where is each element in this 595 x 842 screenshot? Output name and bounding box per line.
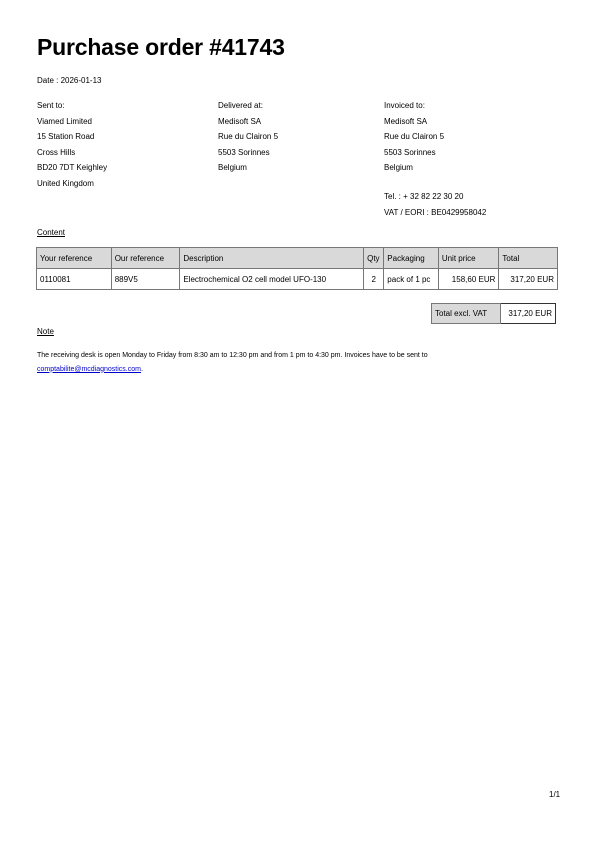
total-cell: 317,20 EUR: [499, 269, 558, 290]
order-date: Date : 2026-01-13: [37, 76, 102, 85]
note-suffix: .: [140, 365, 143, 373]
column-header: Our reference: [111, 248, 180, 269]
address-line: Medisoft SA: [384, 116, 428, 126]
table-header-row: [37, 248, 558, 269]
telephone: Tel. : + 32 82 22 30 20: [384, 192, 464, 201]
invoice-email-link[interactable]: comptabilite@mcdiagnostics.com: [37, 365, 141, 373]
sent-to-address: [37, 98, 107, 191]
table-row: [37, 269, 558, 290]
column-header: Qty: [364, 248, 384, 269]
sent-to-heading: Sent to:: [37, 101, 65, 110]
address-line: Belgium: [218, 163, 247, 172]
invoiced-to-heading: Invoiced to:: [384, 101, 425, 110]
page-title: Purchase order #41743: [37, 34, 285, 60]
address-line: Belgium: [384, 163, 413, 172]
address-line: 5503 Sorinnes: [218, 147, 270, 157]
totals-row: [432, 304, 556, 324]
address-line: Rue du Clairon 5: [218, 132, 279, 141]
address-line: Rue du Clairon 5: [384, 132, 445, 141]
our-reference-cell: 889V5: [111, 269, 180, 290]
total-excl-vat-value: 317,20 EUR: [501, 304, 556, 324]
column-header: Your reference: [37, 248, 112, 269]
column-header: Packaging: [384, 248, 439, 269]
address-line: Medisoft SA: [218, 116, 262, 126]
description-cell: Electrochemical O2 cell model UFO-130: [180, 269, 364, 290]
column-header: Description: [180, 248, 364, 269]
page-number: 1/1: [549, 790, 561, 799]
vat-eori: VAT / EORI : BE0429958042: [384, 207, 487, 217]
contact-info: [384, 189, 486, 220]
address-line: 5503 Sorinnes: [384, 147, 436, 157]
unit-price-cell: 158,60 EUR: [438, 269, 499, 290]
column-header: Unit price: [438, 248, 499, 269]
column-header: Total: [499, 248, 558, 269]
note-text: [37, 349, 537, 376]
note-body: The receiving desk is open Monday to Friday from 8:30 am to 12:30 pm and from 1 pm to 4:30 pm. Invoices have to be sent to: [37, 352, 428, 359]
address-line: BD20 7DT Keighley: [37, 163, 108, 172]
total-excl-vat-label: Total excl. VAT: [432, 304, 501, 324]
address-line: Cross Hills: [37, 147, 76, 157]
delivered-at-address: [218, 98, 278, 176]
qty-cell: 2: [364, 269, 384, 290]
content-heading: Content: [37, 228, 66, 237]
items-table: [36, 247, 558, 290]
packaging-cell: pack of 1 pc: [384, 269, 439, 290]
address-line: 15 Station Road: [37, 132, 95, 141]
delivered-at-heading: Delivered at:: [218, 101, 263, 110]
address-line: United Kingdom: [37, 178, 94, 188]
totals-table: [431, 303, 556, 324]
invoiced-to-address: [384, 98, 444, 176]
address-line: Viamed Limited: [37, 116, 92, 126]
note-heading: Note: [37, 327, 54, 336]
your-reference-cell: 0110081: [37, 269, 112, 290]
